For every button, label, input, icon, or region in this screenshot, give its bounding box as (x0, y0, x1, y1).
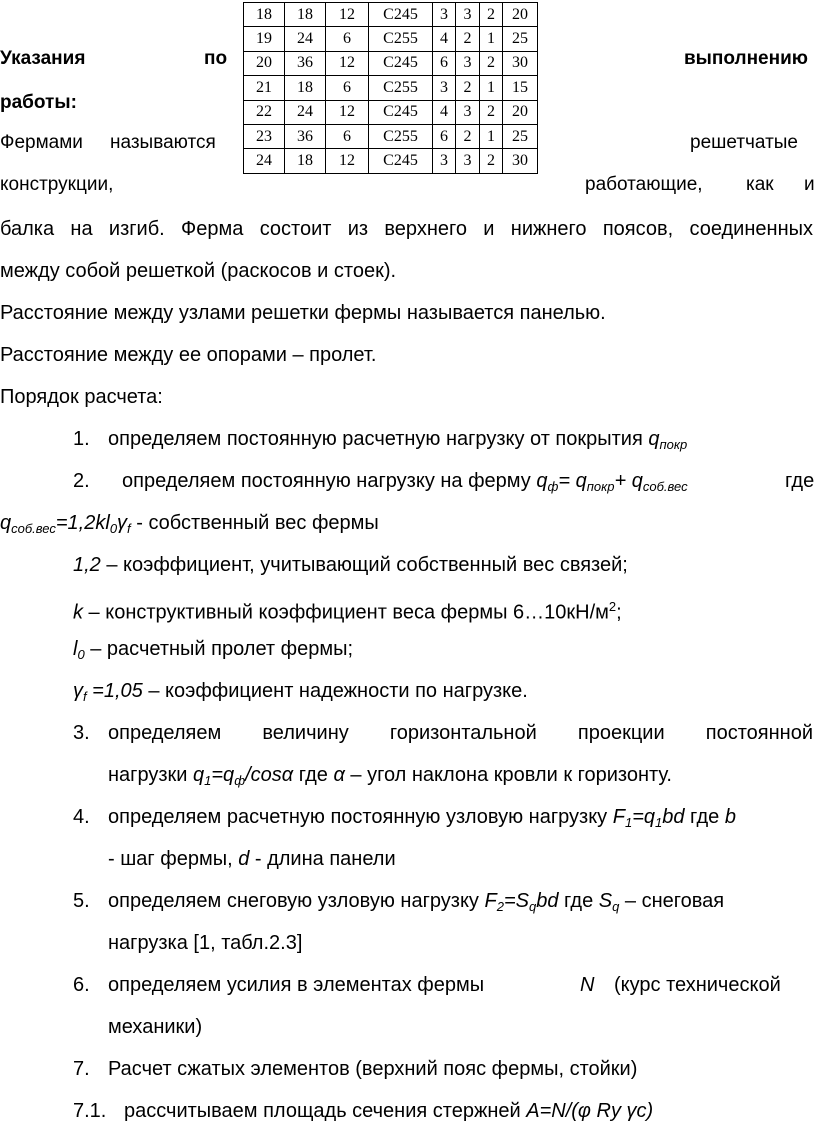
table-cell: 24 (285, 100, 326, 124)
intro-word: решетчатые (690, 132, 798, 153)
step-number: 2. (73, 470, 90, 492)
step-6-line-1a: определяем усилия в элементах фермы (108, 974, 485, 996)
step-number: 6. (73, 974, 90, 996)
step-4-line-1: определяем расчетную постоянную узловую нагрузку $F_1=q_1bd$ где b (108, 806, 736, 830)
table-cell: 3 (433, 3, 456, 27)
table-cell: 6 (326, 124, 369, 148)
intro-word: как (746, 174, 774, 195)
table-cell: С245 (369, 3, 433, 27)
table-cell: 25 (503, 27, 538, 51)
table-cell: 20 (503, 100, 538, 124)
step-3-line-2: нагрузки $q_1=q_ф$/cosα где α – угол наклона кровли к горизонту. (108, 764, 672, 788)
table-cell: 22 (244, 100, 285, 124)
table-cell: С245 (369, 100, 433, 124)
intro-word: Фермами (0, 132, 83, 153)
variants-table (243, 2, 538, 174)
step-7: Расчет сжатых элементов (верхний пояс фермы, стойки) (108, 1058, 638, 1080)
step-2-gde: где (785, 470, 815, 492)
table-cell: 18 (285, 76, 326, 100)
intro-line: между собой решеткой (раскосов и стоек). (0, 260, 397, 282)
table-cell: 25 (503, 124, 538, 148)
table-row (244, 76, 538, 100)
intro-word: работающие, (585, 174, 703, 195)
table-cell: С245 (369, 51, 433, 75)
step-number: 3. (73, 722, 90, 744)
table-cell: 6 (433, 124, 456, 148)
table-cell: 4 (433, 27, 456, 51)
table-cell: С255 (369, 124, 433, 148)
table-cell: 4 (433, 100, 456, 124)
table-cell: 19 (244, 27, 285, 51)
table-row (244, 149, 538, 173)
step-6-N: N (580, 974, 595, 996)
table-cell: 23 (244, 124, 285, 148)
table-cell: 20 (503, 3, 538, 27)
table-cell: 12 (326, 3, 369, 27)
step-number: 1. (73, 428, 90, 450)
step-number: 7. (73, 1058, 90, 1080)
definition-line: $\gamma_f =1,05$ – коэффициент надежности по нагрузке. (73, 680, 528, 704)
table-cell: 3 (433, 76, 456, 100)
table-cell: 2 (456, 124, 480, 148)
intro-word: конструкции, (0, 174, 114, 195)
table-cell: 36 (285, 124, 326, 148)
definition-panel: Расстояние между узлами решетки фермы называется панелью. (0, 302, 606, 324)
table-cell: 12 (326, 149, 369, 173)
definition-line: k – конструктивный коэффициент веса фермы $6\dots 10кН/м^2$; (73, 599, 622, 624)
table-row (244, 124, 538, 148)
table-cell: 30 (503, 149, 538, 173)
table-row (244, 51, 538, 75)
definition-line: $l_0$ – расчетный пролет фермы; (73, 638, 353, 662)
table-cell: С255 (369, 76, 433, 100)
table-cell: 2 (480, 3, 503, 27)
table-cell: 2 (480, 149, 503, 173)
step-7-1: рассчитываем площадь сечения стержней A=N/(φ Ry γc) (124, 1100, 654, 1122)
intro-word: называются (110, 132, 216, 153)
table-cell: 2 (456, 27, 480, 51)
table-cell: 24 (285, 27, 326, 51)
table-row (244, 27, 538, 51)
table-cell: 3 (456, 149, 480, 173)
table-row (244, 100, 538, 124)
step-number: 4. (73, 806, 90, 828)
table-row (244, 3, 538, 27)
table-cell: 1 (480, 76, 503, 100)
table-cell: 20 (244, 51, 285, 75)
table-cell: 15 (503, 76, 538, 100)
table-cell: С245 (369, 149, 433, 173)
table-cell: 24 (244, 149, 285, 173)
heading-word-raboty: работы: (0, 92, 77, 113)
formula-self-weight: $q_{соб.вес}=1,2kl_0\gamma_f$ - собственный вес фермы (0, 512, 379, 536)
step-5-line-2: нагрузка [1, табл.2.3] (108, 932, 303, 954)
table-cell: С255 (369, 27, 433, 51)
table-cell: 21 (244, 76, 285, 100)
step-number: 5. (73, 890, 90, 912)
table-cell: 2 (480, 51, 503, 75)
table-cell: 36 (285, 51, 326, 75)
step-3-line-1: определяем величину горизонтальной проекции постоянной (108, 722, 813, 744)
table-cell: 6 (326, 76, 369, 100)
table-cell: 12 (326, 100, 369, 124)
table-cell: 2 (456, 76, 480, 100)
table-cell: 12 (326, 51, 369, 75)
table-cell: 18 (285, 149, 326, 173)
intro-line: балка на изгиб. Ферма состоит из верхнего и нижнего поясов, соединенных (0, 218, 813, 240)
table-cell: 6 (433, 51, 456, 75)
step-number: 7.1. (73, 1100, 107, 1122)
step-5-line-1: определяем снеговую узловую нагрузку $F_2=S_qbd$ где $S_q$ – снеговая (108, 890, 725, 914)
table-cell: 6 (326, 27, 369, 51)
table-cell: 3 (433, 149, 456, 173)
table-cell: 18 (285, 3, 326, 27)
step-6-line-2: механики) (108, 1016, 203, 1038)
table-cell: 1 (480, 124, 503, 148)
heading-word-vypolneniyu: выполнению (684, 48, 809, 69)
heading-word-po: по (204, 48, 228, 69)
table-cell: 18 (244, 3, 285, 27)
order-heading: Порядок расчета: (0, 386, 163, 408)
step-6-line-1b: (курс технической (614, 974, 781, 996)
table-cell: 2 (480, 100, 503, 124)
table-cell: 30 (503, 51, 538, 75)
step-1: определяем постоянную расчетную нагрузку от покрытия $q_{покр}$ (108, 428, 688, 452)
step-2: определяем постоянную нагрузку на ферму $q_ф= q_{покр}+ q_{соб.вес}$ (122, 470, 688, 494)
table-cell: 3 (456, 51, 480, 75)
table-cell: 3 (456, 3, 480, 27)
definition-span: Расстояние между ее опорами – пролет. (0, 344, 377, 366)
heading-word-ukazaniya: Указания (0, 48, 86, 69)
step-4-line-2: - шаг фермы, d - длина панели (108, 848, 396, 870)
intro-word: и (804, 174, 815, 195)
definition-line: 1,2 – коэффициент, учитывающий собственный вес связей; (73, 554, 628, 576)
table-cell: 3 (456, 100, 480, 124)
table-cell: 1 (480, 27, 503, 51)
